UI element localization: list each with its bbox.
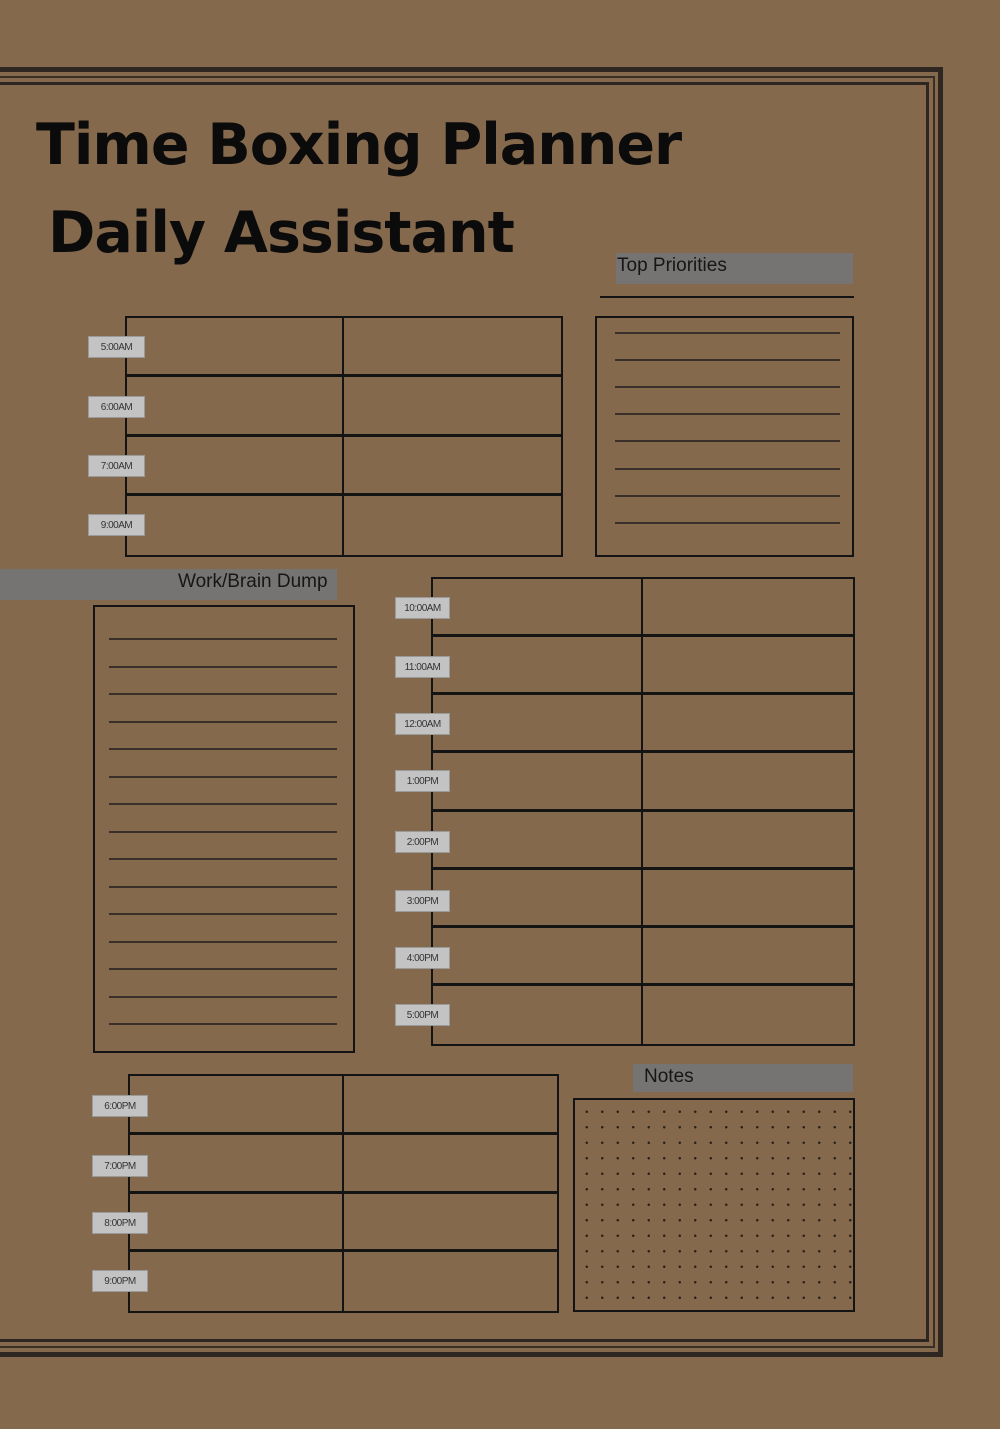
ruled-line — [109, 776, 337, 778]
time-slot-cell[interactable] — [344, 496, 561, 555]
ruled-line — [615, 468, 840, 470]
time-slot-cell[interactable] — [130, 1252, 344, 1311]
time-slot-cell[interactable] — [130, 1076, 344, 1135]
time-slot-cell[interactable] — [344, 1194, 557, 1253]
time-label: 9:00PM — [92, 1270, 148, 1292]
time-slot-cell[interactable] — [433, 870, 643, 928]
time-slot-cell[interactable] — [643, 695, 853, 753]
ruled-line — [109, 941, 337, 943]
ruled-line — [109, 693, 337, 695]
notes-dot-grid[interactable] — [573, 1098, 855, 1312]
notes-heading: Notes — [633, 1064, 853, 1092]
time-slot-cell[interactable] — [643, 812, 853, 870]
time-slot-cell[interactable] — [130, 1135, 344, 1194]
page-title: Time Boxing Planner — [36, 112, 682, 178]
ruled-line — [109, 996, 337, 998]
time-label: 3:00PM — [395, 890, 450, 912]
ruled-line — [615, 386, 840, 388]
ruled-line — [109, 913, 337, 915]
time-label: 7:00PM — [92, 1155, 148, 1177]
ruled-line — [109, 968, 337, 970]
time-label: 2:00PM — [395, 831, 450, 853]
time-slot-cell[interactable] — [643, 928, 853, 986]
ruled-line — [615, 332, 840, 334]
ruled-line — [615, 522, 840, 524]
time-slot-cell[interactable] — [643, 986, 853, 1044]
ruled-line — [109, 886, 337, 888]
time-slot-cell[interactable] — [433, 695, 643, 753]
time-label: 5:00PM — [395, 1004, 450, 1026]
ruled-line — [109, 1023, 337, 1025]
time-label: 5:00AM — [88, 336, 145, 358]
time-slot-cell[interactable] — [127, 318, 344, 377]
ruled-line — [109, 803, 337, 805]
time-slot-cell[interactable] — [130, 1194, 344, 1253]
ruled-line — [109, 638, 337, 640]
time-slot-cell[interactable] — [127, 437, 344, 496]
time-label: 10:00AM — [395, 597, 450, 619]
time-label: 4:00PM — [395, 947, 450, 969]
time-slot-cell[interactable] — [433, 753, 643, 811]
ruled-line — [615, 413, 840, 415]
midday-schedule-grid — [431, 577, 855, 1046]
morning-schedule-grid — [125, 316, 563, 557]
time-slot-cell[interactable] — [433, 986, 643, 1044]
time-slot-cell[interactable] — [643, 637, 853, 695]
ruled-line — [109, 748, 337, 750]
time-label: 1:00PM — [395, 770, 450, 792]
ruled-line — [615, 359, 840, 361]
ruled-line — [615, 495, 840, 497]
page-subtitle: Daily Assistant — [48, 200, 514, 266]
time-label: 9:00AM — [88, 514, 145, 536]
time-slot-cell[interactable] — [643, 753, 853, 811]
time-slot-cell[interactable] — [344, 1252, 557, 1311]
ruled-line — [109, 666, 337, 668]
time-slot-cell[interactable] — [127, 496, 344, 555]
top-priorities-heading: Top Priorities — [616, 253, 853, 284]
time-slot-cell[interactable] — [344, 1076, 557, 1135]
top-priorities-divider — [600, 296, 854, 298]
time-slot-cell[interactable] — [433, 637, 643, 695]
ruled-line — [615, 440, 840, 442]
time-slot-cell[interactable] — [433, 812, 643, 870]
brain-dump-heading: Work/Brain Dump — [0, 569, 337, 600]
top-priorities-box[interactable] — [595, 316, 854, 557]
time-label: 12:00AM — [395, 713, 450, 735]
time-slot-cell[interactable] — [643, 870, 853, 928]
time-slot-cell[interactable] — [344, 437, 561, 496]
time-slot-cell[interactable] — [433, 579, 643, 637]
time-label: 6:00PM — [92, 1095, 148, 1117]
time-label: 11:00AM — [395, 656, 450, 678]
ruled-line — [109, 858, 337, 860]
time-slot-cell[interactable] — [344, 318, 561, 377]
ruled-line — [109, 831, 337, 833]
time-label: 6:00AM — [88, 396, 145, 418]
time-slot-cell[interactable] — [127, 377, 344, 436]
brain-dump-box[interactable] — [93, 605, 355, 1053]
ruled-line — [109, 721, 337, 723]
time-slot-cell[interactable] — [344, 377, 561, 436]
time-slot-cell[interactable] — [643, 579, 853, 637]
time-label: 8:00PM — [92, 1212, 148, 1234]
time-slot-cell[interactable] — [433, 928, 643, 986]
time-slot-cell[interactable] — [344, 1135, 557, 1194]
time-label: 7:00AM — [88, 455, 145, 477]
evening-schedule-grid — [128, 1074, 559, 1313]
